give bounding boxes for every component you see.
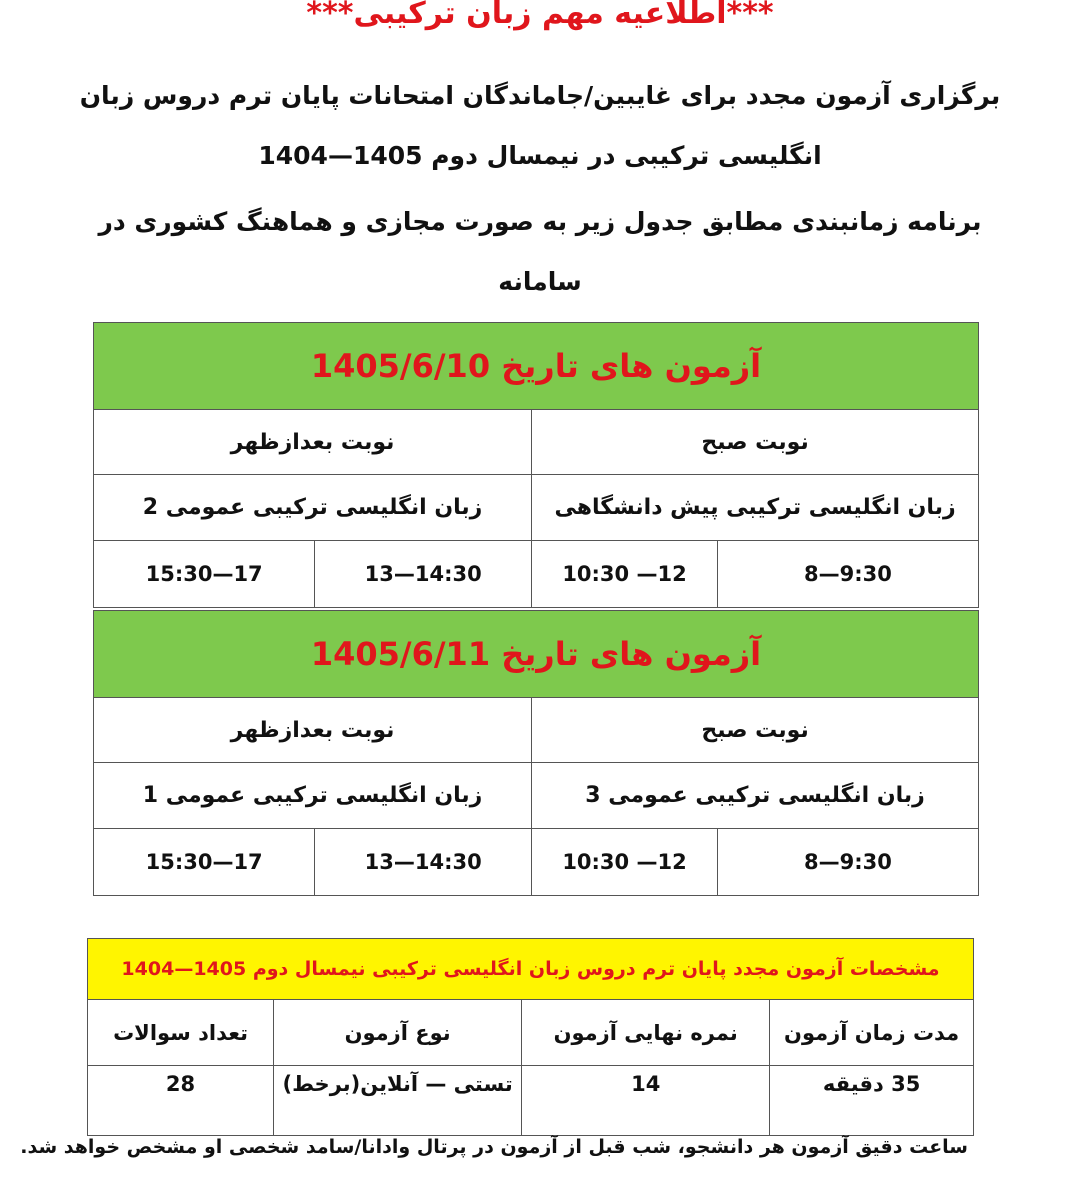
spec-header-count: تعداد سوالات xyxy=(88,1000,274,1066)
time-slot: 15:30—17 xyxy=(94,541,315,608)
spec-value-count: 28 xyxy=(88,1066,274,1136)
spec-heading: مشخصات آزمون مجدد پایان ترم دروس زبان انگلیسی ترکیبی نیمسال دوم 1405—1404 xyxy=(88,939,974,1000)
schedule-heading-text: آزمون های تاریخ 1405/6/10 xyxy=(310,347,762,385)
afternoon-course: زبان انگلیسی ترکیبی عمومی 2 xyxy=(94,475,532,541)
spec-value-type: تستی — آنلاین(برخط) xyxy=(274,1066,522,1136)
intro-line-1: برگزاری آزمون مجدد برای غایبین/جاماندگان امتحانات پایان ترم دروس زبان xyxy=(79,81,1001,110)
time-slot: 13—14:30 xyxy=(315,829,532,896)
time-slot: 15:30—17 xyxy=(94,829,315,896)
spec-value-score: 14 xyxy=(522,1066,770,1136)
morning-shift-label: نوبت صبح xyxy=(532,698,979,763)
spec-header-score: نمره نهایی آزمون xyxy=(522,1000,770,1066)
time-slot: 10:30 —12 xyxy=(532,541,718,608)
schedule-heading xyxy=(94,611,979,698)
morning-course: زبان انگلیسی ترکیبی پیش دانشگاهی xyxy=(532,475,979,541)
intro-paragraph-1 xyxy=(60,66,1020,186)
afternoon-shift-label: نوبت بعدازظهر xyxy=(94,698,532,763)
afternoon-shift-label: نوبت بعدازظهر xyxy=(94,410,532,475)
notice-title: ***اطلاعیه مهم زبان ترکیبی*** xyxy=(306,0,774,31)
spec-header-duration: مدت زمان آزمون xyxy=(770,1000,974,1066)
afternoon-course: زبان انگلیسی ترکیبی عمومی 1 xyxy=(94,763,532,829)
time-slot: 8—9:30 xyxy=(717,829,978,896)
time-slot: 10:30 —12 xyxy=(532,829,718,896)
schedule-table-2 xyxy=(93,610,979,896)
schedule-heading-text: آزمون های تاریخ 1405/6/11 xyxy=(310,635,762,673)
intro-line-3: برنامه زمانبندی مطابق جدول زیر به صورت مجازی و هماهنگ کشوری در سامانه xyxy=(98,207,982,296)
time-slot: 8—9:30 xyxy=(717,541,978,608)
morning-shift-label: نوبت صبح xyxy=(532,410,979,475)
spec-value-duration: 35 دقیقه xyxy=(770,1066,974,1136)
exam-spec-table xyxy=(87,938,974,1136)
time-slot: 13—14:30 xyxy=(315,541,532,608)
footer-note: ساعت دقیق آزمون هر دانشجو، شب قبل از آزمون در پرتال وادانا/سامد شخصی او مشخص خواهد شد. xyxy=(20,1136,968,1158)
intro-line-2: انگلیسی ترکیبی در نیمسال دوم 1405—1404 xyxy=(258,141,822,170)
schedule-table-1 xyxy=(93,322,979,608)
spec-header-type: نوع آزمون xyxy=(274,1000,522,1066)
schedule-heading xyxy=(94,323,979,410)
morning-course: زبان انگلیسی ترکیبی عمومی 3 xyxy=(532,763,979,829)
